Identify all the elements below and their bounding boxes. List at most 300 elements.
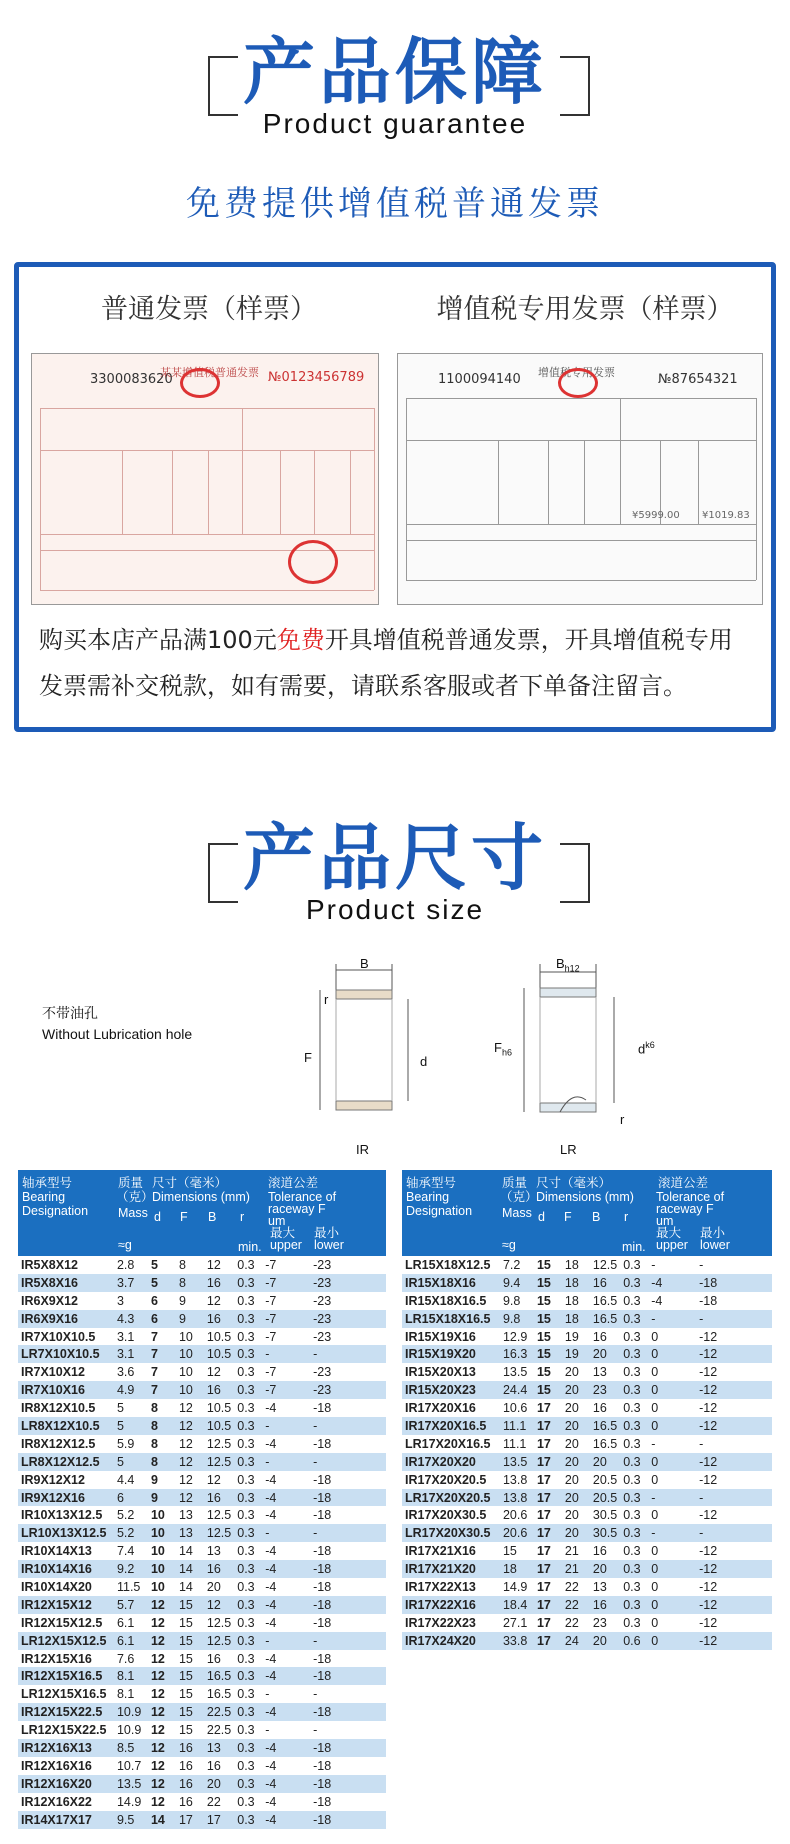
table-row [18,1417,386,1435]
table-cell: - [651,1257,656,1272]
table-cell: 17 [536,1418,551,1433]
table-row [402,1256,772,1274]
table-cell: 12 [178,1401,193,1416]
table-cell: IR9X12X16 [21,1490,85,1505]
table-cell: 0.3 [237,1776,255,1791]
table-cell: 18 [564,1275,579,1290]
table-cell: - [265,1526,270,1541]
table-row [18,1703,386,1721]
table-row [18,1435,386,1453]
table-cell: 20 [564,1365,579,1380]
table-cell: 16 [592,1275,607,1290]
table-cell: -12 [699,1365,718,1380]
table-cell: -18 [313,1597,332,1612]
table-row [18,1632,386,1650]
table-cell: 16 [206,1383,221,1398]
table-cell: 16 [206,1651,221,1666]
table-cell: - [313,1454,318,1469]
table-cell: 12 [150,1740,165,1755]
table-cell: 0.3 [237,1472,255,1487]
table-cell: -4 [265,1490,277,1505]
table-cell: 20 [206,1776,221,1791]
table-cell: 0.3 [237,1723,255,1738]
table-cell: 0.3 [237,1275,255,1290]
table-cell: -4 [265,1776,277,1791]
table-cell: 17 [536,1436,551,1451]
table-cell: 3.1 [116,1347,135,1362]
table-cell: -12 [699,1454,718,1469]
table-cell: 20.6 [502,1508,528,1523]
table-cell: 0.3 [237,1454,255,1469]
table-cell: IR8X12X12.5 [21,1436,96,1451]
table-row [402,1542,772,1560]
table-cell: 22 [564,1597,579,1612]
table-cell: 8 [150,1401,158,1416]
table-cell: 17 [536,1562,551,1577]
table-cell: 0.3 [237,1508,255,1523]
table-cell: 16.5 [592,1418,618,1433]
table-cell: 0 [651,1579,659,1594]
table-cell: IR7X10X12 [21,1365,85,1380]
table-cell: 5 [116,1418,124,1433]
table-cell: 0.3 [237,1383,255,1398]
table-cell: 20 [564,1472,579,1487]
table-row [18,1757,386,1775]
table-cell: IR12X15X12.5 [21,1615,103,1630]
invoice-right-number: 1100094140 [438,372,521,387]
table-cell: -4 [265,1544,277,1559]
invoice-left-top-stamp [180,368,220,398]
table-row [402,1328,772,1346]
table-cell: IR17X22X13 [405,1579,476,1594]
table-cell: 16 [206,1562,221,1577]
table-cell: 22 [206,1794,221,1809]
ir-caption: IR [356,1142,369,1157]
table-cell: LR12X15X12.5 [21,1633,107,1648]
table-cell: - [265,1723,270,1738]
table-cell: 15 [178,1705,193,1720]
table-cell: - [699,1526,704,1541]
table-cell: 12 [178,1418,193,1433]
table-cell: 12 [206,1472,221,1487]
table-cell: 30.5 [592,1526,618,1541]
table-row [18,1399,386,1417]
guarantee-title-en: Product guarantee [262,108,528,139]
table-cell: 13.8 [502,1490,528,1505]
table-cell: 0.3 [623,1508,641,1523]
table-cell: 12 [150,1669,165,1684]
table-cell: IR10X14X16 [21,1562,92,1577]
table-cell: 23 [592,1615,607,1630]
table-cell: -18 [699,1275,718,1290]
lr-caption: LR [560,1142,577,1157]
table-cell: 21 [564,1562,579,1577]
table-cell: IR5X8X12 [21,1257,78,1272]
table-cell: 0.3 [237,1740,255,1755]
table-cell: IR8X12X10.5 [21,1401,96,1416]
table-cell: IR15X18X16.5 [405,1293,487,1308]
table-row [402,1560,772,1578]
table-row [402,1274,772,1292]
table-cell: -18 [313,1508,332,1523]
table-cell: IR7X10X10.5 [21,1329,96,1344]
table-cell: 0.3 [237,1526,255,1541]
table-cell: 15 [178,1723,193,1738]
table-cell: 8.1 [116,1687,135,1702]
table-row [18,1363,386,1381]
table-cell: 16.5 [592,1436,618,1451]
table-cell: IR17X20X16 [405,1401,476,1416]
table-cell: IR7X10X16 [21,1383,85,1398]
table-cell: IR5X8X16 [21,1275,78,1290]
table-cell: 0.3 [237,1597,255,1612]
table-cell: 12 [178,1436,193,1451]
invoice-right-label: 增值税专用发票（样票） [436,294,734,325]
table-cell: 0 [651,1401,659,1416]
table-cell: -18 [313,1812,332,1827]
table-cell: 20 [592,1562,607,1577]
table-cell: 12 [150,1723,165,1738]
table-cell: 7 [150,1383,158,1398]
table-cell: 20.5 [592,1490,618,1505]
lr-label-d: $d^{k6}$ [638,1040,655,1057]
table-cell: IR9X12X12 [21,1472,85,1487]
table-cell: 0.3 [237,1293,255,1308]
table-cell: 20 [564,1401,579,1416]
table-cell: 17 [536,1526,551,1541]
table-cell: 13 [206,1544,221,1559]
table-cell: 0.3 [623,1562,641,1577]
table-cell: IR12X16X20 [21,1776,92,1791]
table-cell: 10.5 [206,1347,232,1362]
table-cell: 15 [536,1311,551,1326]
table-row [18,1614,386,1632]
table-cell: 10 [178,1365,193,1380]
table-cell: IR17X20X30.5 [405,1508,487,1523]
table-cell: 12 [150,1705,165,1720]
table-cell: 0.3 [623,1401,641,1416]
table-cell: 0 [651,1418,659,1433]
table-cell: -4 [265,1562,277,1577]
table-cell: 20 [592,1347,607,1362]
table-cell: 0.3 [623,1329,641,1344]
table-cell: -18 [313,1740,332,1755]
table-cell: 17 [536,1508,551,1523]
table-row [402,1381,772,1399]
table-cell: - [699,1257,704,1272]
table-cell: LR17X20X20.5 [405,1490,491,1505]
table-cell: -12 [699,1329,718,1344]
table-cell: 0 [651,1347,659,1362]
table-cell: 9 [150,1472,158,1487]
table-cell: IR12X16X16 [21,1758,92,1773]
table-cell: 16 [178,1776,193,1791]
table-cell: -23 [313,1311,332,1326]
table-cell: 0.3 [237,1347,255,1362]
table-cell: 0 [651,1597,659,1612]
table-cell: -23 [313,1383,332,1398]
invoice-left-image [31,353,379,605]
table-cell: 3.7 [116,1275,135,1290]
table-row [18,1596,386,1614]
table-cell: IR17X22X23 [405,1615,476,1630]
table-cell: 16.5 [206,1669,232,1684]
table-cell: -4 [265,1597,277,1612]
size-title-en: Product size [305,894,485,925]
table-cell: 3.6 [116,1365,135,1380]
table-cell: 0 [651,1508,659,1523]
table-cell: 12 [150,1776,165,1791]
table-cell: 6 [150,1311,158,1326]
table-cell: 20 [592,1454,607,1469]
table-cell: 8 [150,1418,158,1433]
table-cell: 11.5 [116,1579,141,1594]
table-cell: 0.3 [623,1257,641,1272]
table-cell: 7 [150,1365,158,1380]
table-cell: 24 [564,1633,579,1648]
table-row [18,1542,386,1560]
invoice-right-top-stamp [558,368,598,398]
table-cell: 12 [206,1365,221,1380]
table-cell: 5 [150,1275,158,1290]
table-cell: 0.3 [623,1490,641,1505]
table-cell: 0.3 [623,1365,641,1380]
table-cell: IR17X22X16 [405,1597,476,1612]
table-cell: -18 [313,1401,332,1416]
table-cell: -4 [651,1275,663,1290]
table-cell: 10 [150,1562,165,1577]
table-cell: 12.5 [206,1508,232,1523]
table-cell: 0 [651,1472,659,1487]
table-cell: 14 [150,1812,165,1827]
table-cell: 0.3 [623,1311,641,1326]
table-cell: -7 [265,1311,277,1326]
table-cell: 0.3 [237,1615,255,1630]
table-cell: IR12X15X16.5 [21,1669,103,1684]
table-cell: 0.3 [623,1436,641,1451]
table-row [18,1667,386,1685]
table-cell: 6.1 [116,1633,135,1648]
table-cell: 0.3 [237,1311,255,1326]
table-cell: -23 [313,1365,332,1380]
table-cell: -4 [265,1436,277,1451]
table-cell: 20 [564,1418,579,1433]
table-cell: 5 [116,1454,124,1469]
lr-diagram [500,950,650,1150]
table-cell: - [265,1454,270,1469]
table-cell: 20 [564,1383,579,1398]
table-cell: 0.3 [623,1615,641,1630]
table-cell: LR12X15X22.5 [21,1723,107,1738]
table-cell: 13 [178,1508,193,1523]
table-cell: 0.3 [237,1651,255,1666]
table-cell: 12.9 [502,1329,528,1344]
table-cell: 17 [536,1490,551,1505]
table-row [18,1328,386,1346]
table-row [402,1363,772,1381]
table-cell: 16.5 [592,1293,618,1308]
table-cell: 0.3 [237,1812,255,1827]
table-row [18,1721,386,1739]
table-cell: IR12X15X12 [21,1597,92,1612]
table-cell: 10.7 [116,1758,142,1773]
table-cell: -7 [265,1383,277,1398]
table-cell: -7 [265,1365,277,1380]
table-row [18,1650,386,1668]
table-cell: LR15X18X16.5 [405,1311,491,1326]
table-cell: 16 [592,1329,607,1344]
table-cell: -18 [313,1776,332,1791]
table-cell: IR15X19X20 [405,1347,476,1362]
table-cell: -18 [699,1293,718,1308]
table-cell: 12 [206,1597,221,1612]
table-row [18,1524,386,1542]
table-cell: 0.3 [237,1633,255,1648]
table-cell: 0.3 [623,1275,641,1290]
table-cell: IR15X20X23 [405,1383,476,1398]
table-row [18,1578,386,1596]
table-cell: 16 [178,1758,193,1773]
table-row [402,1632,772,1650]
table-cell: 22 [564,1615,579,1630]
table-cell: 6 [116,1490,124,1505]
table-cell: 16 [178,1794,193,1809]
table-cell: -18 [313,1615,332,1630]
table-cell: 17 [536,1579,551,1594]
table-cell: 13 [592,1365,607,1380]
table-cell: 17 [206,1812,221,1827]
table-cell: LR12X15X16.5 [21,1687,107,1702]
table-cell: 5.7 [116,1597,135,1612]
table-cell: -4 [265,1579,277,1594]
table-cell: 20 [564,1490,579,1505]
table-cell: 16 [178,1740,193,1755]
table-cell: 7.4 [116,1544,135,1559]
table-cell: 10 [150,1544,165,1559]
table-cell: 10 [178,1329,193,1344]
invoice-panel [14,262,776,732]
table-cell: 7 [150,1329,158,1344]
table-row [402,1435,772,1453]
table-cell: 15 [536,1257,551,1272]
table-cell: IR17X24X20 [405,1633,476,1648]
table-cell: IR17X21X20 [405,1562,476,1577]
table-cell: -12 [699,1418,718,1433]
table-cell: 5 [116,1401,124,1416]
table-cell: - [313,1347,318,1362]
table-cell: 14 [178,1579,193,1594]
guarantee-subtitle: 免费提供增值税普通发票 [186,184,604,224]
table-cell: LR15X18X12.5 [405,1257,491,1272]
table-cell: -23 [313,1275,332,1290]
table-cell: 0.3 [237,1490,255,1505]
table-cell: 8 [150,1436,158,1451]
table-cell: -7 [265,1257,277,1272]
table-row [402,1399,772,1417]
table-cell: 13 [178,1526,193,1541]
table-cell: 10.5 [206,1418,232,1433]
table-cell: 12 [150,1758,165,1773]
table-cell: LR7X10X10.5 [21,1347,100,1362]
table-cell: 0.3 [623,1579,641,1594]
table-cell: 17 [536,1597,551,1612]
table-cell: - [651,1436,656,1451]
table-cell: -18 [313,1669,332,1684]
table-cell: 0.3 [237,1436,255,1451]
table-row [402,1417,772,1435]
table-cell: LR8X12X12.5 [21,1454,100,1469]
table-row [18,1310,386,1328]
table-cell: -4 [265,1669,277,1684]
table-cell: 12 [206,1293,221,1308]
table-cell: 13.8 [502,1472,528,1487]
table-cell: 17 [536,1401,551,1416]
size-title-cn: 产品尺寸 [242,816,547,900]
table-cell: IR10X14X13 [21,1544,92,1559]
invoice-right-amount: ¥5999.00 [632,510,680,521]
table-cell: 13 [592,1579,607,1594]
table-cell: 0.3 [623,1472,641,1487]
table-cell: 11.1 [502,1418,527,1433]
table-cell: 0 [651,1615,659,1630]
table-cell: - [313,1526,318,1541]
table-cell: -18 [313,1794,332,1809]
table-cell: 15 [178,1651,193,1666]
table-cell: 18 [564,1293,579,1308]
table-cell: 5 [150,1257,158,1272]
ir-label-B: B [360,956,369,971]
table-cell: 0.3 [623,1597,641,1612]
table-cell: 12 [150,1651,165,1666]
table-cell: 17 [178,1812,193,1827]
table-cell: 17 [536,1633,551,1648]
table-cell: - [699,1436,704,1451]
table-row [402,1453,772,1471]
table-cell: IR17X20X20 [405,1454,476,1469]
table-cell: 19 [564,1347,579,1362]
table-cell: 12 [150,1597,165,1612]
table-cell: -18 [313,1490,332,1505]
table-cell: 15 [178,1615,193,1630]
notice-free: 免费 [276,626,325,654]
table-row [18,1256,386,1274]
lr-label-r: r [620,1112,625,1127]
table-cell: -18 [313,1651,332,1666]
table-cell: 0.3 [623,1544,641,1559]
invoice-left-label: 普通发票（样票） [101,294,317,325]
table-cell: -4 [651,1293,663,1308]
table-cell: IR15X20X13 [405,1365,476,1380]
table-cell: -4 [265,1758,277,1773]
table-cell: 22.5 [206,1705,232,1720]
table-cell: IR15X18X16 [405,1275,476,1290]
table-row [18,1775,386,1793]
table-cell: - [313,1687,318,1702]
table-cell: 12 [150,1633,165,1648]
table-cell: 20 [206,1579,221,1594]
table-cell: 0 [651,1454,659,1469]
table-cell: - [699,1311,704,1326]
table-cell: 15 [536,1383,551,1398]
table-cell: 8 [178,1275,186,1290]
table-cell: IR10X14X20 [21,1579,92,1594]
table-cell: 10.9 [116,1723,142,1738]
table-row [18,1489,386,1507]
table-cell: -23 [313,1293,332,1308]
table-cell: -18 [313,1436,332,1451]
table-cell: 12.5 [206,1436,232,1451]
table-cell: 12.5 [206,1454,232,1469]
